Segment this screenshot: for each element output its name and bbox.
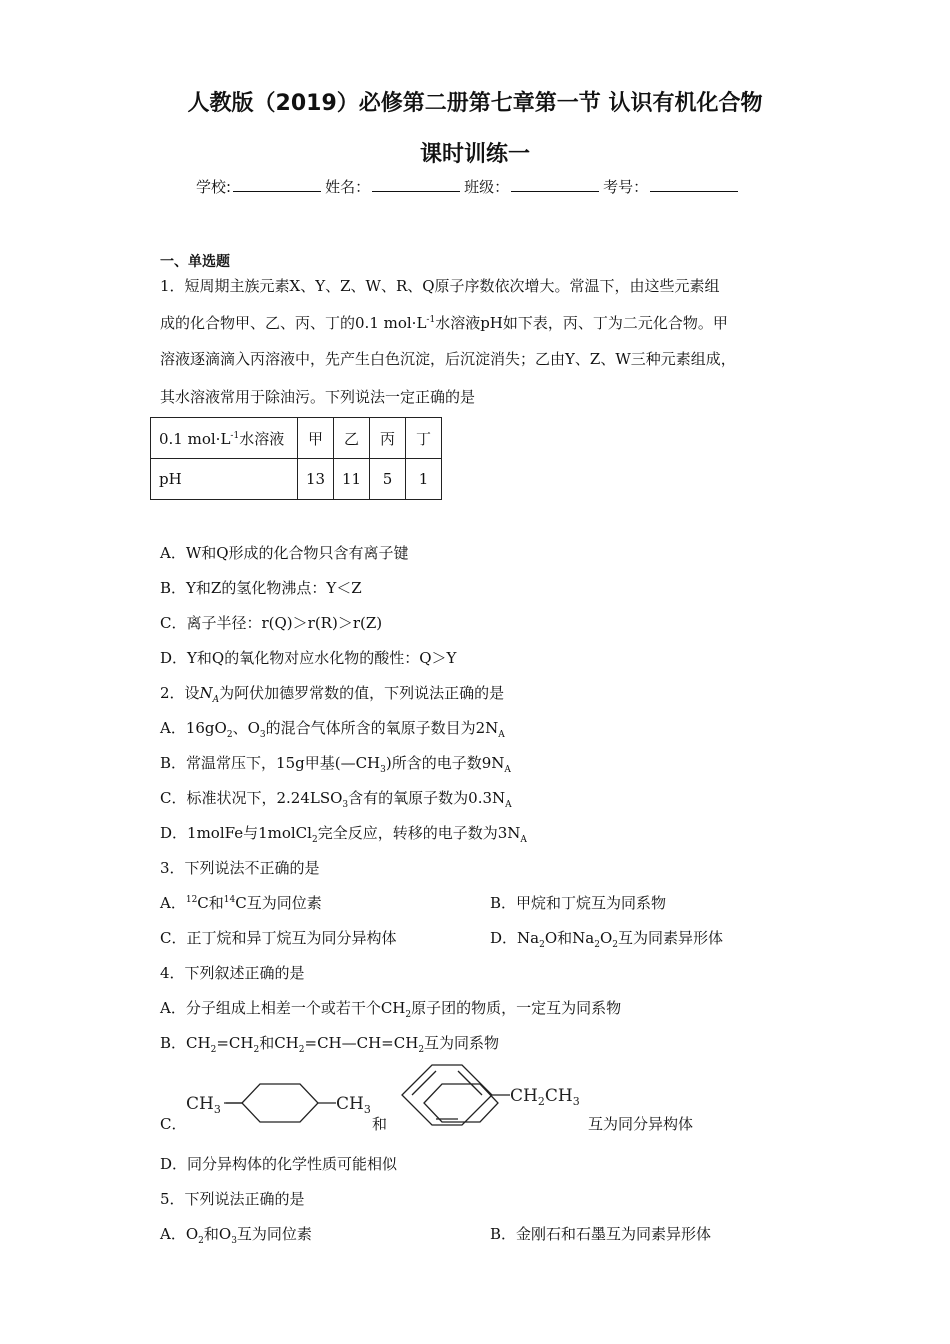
q1-line4: 其水溶液常用于除油污。下列说法一定正确的是: [160, 388, 476, 406]
page-title: 人教版（2019）必修第二册第七章第一节 认识有机化合物: [187, 91, 763, 116]
q1-option-d: D．Y和Q的氧化物对应水化物的酸性：Q＞Y: [160, 649, 457, 667]
q4-stem: 4．下列叙述正确的是: [160, 964, 305, 982]
class-label: 班级：: [464, 178, 510, 196]
section-heading: 一、单选题: [160, 254, 230, 270]
q2-option-c: C．标准状况下，$2.24LSO_3$含有的氧原子数为$0.3N_A$: [160, 789, 512, 810]
cyclohexane-ring-icon: [226, 1084, 336, 1122]
table-row: [151, 459, 442, 500]
table-header-cell: 乙: [334, 418, 370, 459]
ph-table: [150, 417, 442, 500]
table-header-cell: 甲: [298, 418, 334, 459]
table-header-cell: 丙: [370, 418, 406, 459]
q2-option-d: D．1molFe与1molCl$_2$完全反应，转移的电子数为$3N_A$: [160, 824, 527, 845]
table-cell: 11: [334, 459, 370, 500]
q5-stem: 5．下列说法正确的是: [160, 1190, 305, 1208]
q4-option-a: A．分子组成上相差一个或若干个$CH_2$原子团的物质，一定互为同系物: [160, 999, 622, 1020]
table-header-cell: 0.1 $mol\cdot L^{-1}$水溶液: [151, 418, 298, 459]
q4-option-c-label: C．: [160, 1115, 187, 1133]
id-field[interactable]: [650, 177, 738, 192]
q2-option-b: B．常温常压下，15g甲基$(—CH_3)$所含的电子数$9N_A$: [160, 754, 511, 775]
q3-option-c: C．正丁烷和异丁烷互为同分异构体: [160, 929, 397, 947]
mol1-left-group: $CH_3$: [186, 1094, 221, 1116]
school-label: 学校:: [196, 178, 232, 196]
page-subtitle: 课时训练一: [419, 142, 530, 167]
q4-option-b: B．$CH_2=CH_2$和$CH_2=CH—CH=CH_2$互为同系物: [160, 1034, 500, 1055]
school-field[interactable]: [233, 177, 321, 192]
q1-option-c: C．离子半径：r(Q)＞r(R)＞r(Z): [160, 614, 383, 632]
student-info: [196, 176, 742, 197]
q5-option-a: A．$O_2$和$O_3$互为同位素: [160, 1225, 312, 1246]
mol1-right-group: $CH_3$: [336, 1094, 371, 1116]
q2-option-a: A．$16gO_2$、$O_3$的混合气体所含的氧原子数目为$2N_A$: [160, 719, 505, 740]
name-field[interactable]: [372, 177, 460, 192]
q5-option-b: B．金刚石和石墨互为同素异形体: [490, 1225, 712, 1243]
q1-option-a: A．W和Q形成的化合物只含有离子键: [160, 544, 409, 562]
table-row: [151, 418, 442, 459]
id-label: 考号：: [603, 178, 649, 196]
table-cell: 5: [370, 459, 406, 500]
q3-option-a: A．$^{12}$C和$^{14}$C互为同位素: [160, 894, 322, 912]
q4-and-text: 和: [372, 1115, 388, 1133]
table-cell: 13: [298, 459, 334, 500]
mol2-ethyl-group: $CH_2CH_3$: [510, 1086, 580, 1108]
q3-stem: 3．下列说法不正确的是: [160, 859, 320, 877]
q1-option-b: B．Y和Z的氢化物沸点：Y＜Z: [160, 579, 362, 597]
class-field[interactable]: [511, 177, 599, 192]
q2-stem: 2．设$N_A$为阿伏加德罗常数的值，下列说法正确的是: [160, 684, 505, 705]
table-cell: pH: [151, 459, 298, 500]
q1-line2: 成的化合物甲、乙、丙、丁的0.1 $mol\cdot L^{-1}$水溶液pH如下表，丙、丁为二元化合物。甲: [160, 314, 728, 332]
q4-option-d: D．同分异构体的化学性质可能相似: [160, 1155, 398, 1173]
table-cell: 1: [406, 459, 442, 500]
q4-option-c-tail: 互为同分异构体: [588, 1115, 694, 1133]
benzene-ring-icon: [402, 1065, 510, 1125]
name-label: 姓名：: [325, 178, 371, 196]
q3-option-b: B．甲烷和丁烷互为同系物: [490, 894, 667, 912]
q3-option-d: D．$Na_2O$和$Na_2O_2$互为同素异形体: [490, 929, 724, 950]
table-header-cell: 丁: [406, 418, 442, 459]
q1-line1: 1．短周期主族元素X、Y、Z、W、R、Q原子序数依次增大。常温下，由这些元素组: [160, 277, 720, 295]
q1-line3: 溶液逐滴滴入丙溶液中，先产生白色沉淀，后沉淀消失；乙由Y、Z、W三种元素组成，: [160, 350, 736, 368]
